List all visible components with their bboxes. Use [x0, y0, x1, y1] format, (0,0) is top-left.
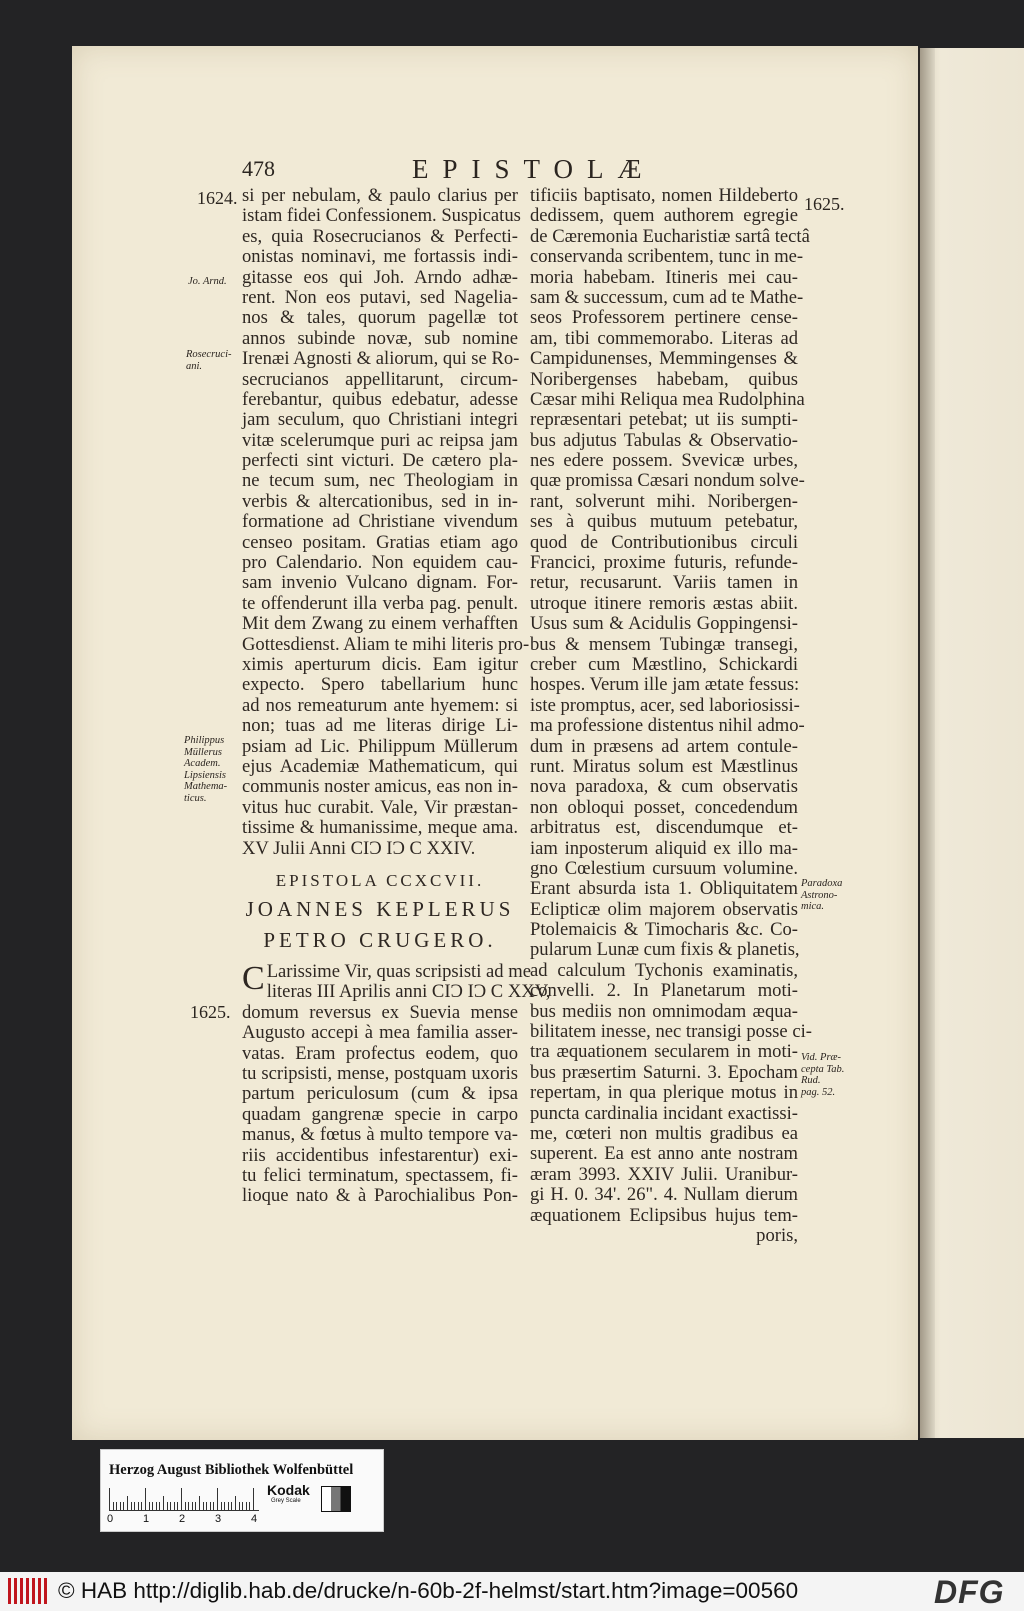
text-line: expecto. Spero tabellarium hunc: [242, 674, 518, 696]
text-line: gno Cœlestium cursuum volumine.: [530, 857, 798, 879]
card-label: Herzog August Bibliothek Wolfenbüttel: [109, 1462, 354, 1478]
card-brand: Kodak: [267, 1482, 310, 1498]
text-line: ejus Academiæ Mathematicum, qui: [242, 755, 518, 777]
text-line: puncta cardinalia incidant exactissi-: [530, 1102, 798, 1124]
ruler-tick: [221, 1502, 222, 1510]
ruler-tick: [192, 1502, 193, 1510]
text-line: ximis aperturum dicis. Eam igitur: [242, 653, 518, 675]
text-line: formatione ad Christiane vivendum: [242, 511, 518, 533]
text-line: utroque itinere remoris æstas abiit.: [530, 592, 798, 614]
text-line: ad nos remeaturum ante hyemem: si: [242, 694, 518, 716]
text-line: gitasse eos qui Joh. Arndo adhæ-: [242, 266, 518, 288]
text-line: gi H. 0. 34'. 26". 4. Nullam dierum: [530, 1184, 798, 1206]
right-column: [530, 185, 812, 1246]
left-column: [242, 185, 551, 1207]
letter-heading: [242, 871, 518, 950]
text-line: verbis & altercationibus, sed in in-: [242, 490, 518, 512]
text-line: Irenæi Agnosti & aliorum, qui se Ro-: [242, 348, 520, 370]
right-column-text: [530, 185, 812, 1226]
left-column-text-a: [242, 185, 530, 859]
text-line: te offenderunt illa verba pag. penult.: [242, 592, 518, 614]
ruler-tick: [156, 1502, 157, 1510]
recipient-name: PETRO CRUGERO.: [263, 927, 497, 952]
text-line: jam seculum, quo Christiani integri: [242, 409, 518, 431]
ruler-tick: [199, 1496, 200, 1510]
text-line: XV Julii Anni CIƆ IƆ C XXIV.: [242, 837, 476, 859]
barcode-icon: [8, 1578, 48, 1604]
text-line: Campidunenses, Memmingenses &: [530, 348, 798, 370]
text-line: nes edere possem. Svevicæ urbes,: [530, 450, 798, 472]
text-line: tu felici terminatum, spectassem, fi-: [242, 1164, 518, 1186]
ruler-number: 3: [215, 1513, 222, 1525]
text-line: non; tuas ad me literas dirige Li-: [242, 715, 518, 737]
text-line: pularum Lunæ cum fixis & planetis,: [530, 939, 800, 961]
text-line: annos subinde novæ, sub nomine: [242, 327, 518, 349]
letter-opening: [242, 960, 551, 1207]
running-head: [72, 154, 918, 186]
text-line: vitæ scelerumque puri ac reipsa jam: [242, 429, 518, 451]
ruler-tick: [210, 1502, 211, 1510]
text-line: si per nebulam, & paulo clarius per: [242, 185, 518, 206]
ruler-number: 1: [143, 1513, 150, 1525]
text-line: æram 3993. XXIV Julii. Uranibur-: [530, 1163, 798, 1185]
text-line: Erant absurda ista 1. Obliquitatem: [530, 878, 798, 900]
text-line: domum reversus ex Suevia mense: [242, 1001, 518, 1023]
text-line: Mit dem Zwang zu einem verhafften: [242, 613, 518, 635]
text-line: Francici, proxime futuris, refunde-: [530, 552, 798, 574]
next-page-edge: [920, 48, 1024, 1438]
text-line: iam inposterum aliquid ex illo ma-: [530, 837, 798, 859]
footer-bar: [0, 1572, 1024, 1611]
text-line: rant, solverunt mihi. Noribergen-: [530, 490, 798, 512]
text-line: manus, & fœtus à multo tempore va-: [242, 1124, 518, 1146]
text-line: de Cæremonia Eucharistiæ sartâ tectâ: [530, 225, 810, 247]
text-line: perfecti sint victuri. De cætero pla-: [242, 450, 518, 472]
text-line: quadam gangrenæ specie in carpo: [242, 1103, 518, 1125]
text-line: Gottesdienst. Aliam te mihi literis pro-: [242, 633, 530, 655]
text-line: secrucianos appellitarunt, circum-: [242, 368, 518, 390]
text-line: tissime & humanissime, meque ama.: [242, 817, 518, 839]
ruler-tick: [203, 1502, 204, 1510]
text-line: Ptolemaicis & Timocharis &c. Co-: [530, 919, 798, 941]
left-column-text-b: [242, 981, 551, 1207]
ruler-tick: [141, 1502, 142, 1510]
ruler-tick: [109, 1488, 110, 1510]
ruler-tick: [242, 1502, 243, 1510]
text-line: bilitatem inesse, nec transigi posse ci-: [530, 1021, 812, 1043]
text-line: riis accidentibus infestarentur) exi-: [242, 1144, 518, 1166]
text-line: convelli. 2. In Planetarum moti-: [530, 980, 798, 1002]
text-line: nova paradoxa, & cum observatis: [530, 776, 798, 798]
text-line: bus mediis non omnimodam æqua-: [530, 1000, 798, 1022]
catchword: poris,: [756, 1224, 798, 1246]
ruler-tick: [163, 1496, 164, 1510]
text-line: censeo positam. Gratias etiam ago: [242, 531, 518, 553]
ruler-tick: [134, 1502, 135, 1510]
text-line: onistas nominavi, me fortassis indi-: [242, 246, 518, 268]
text-line: superent. Ea est anno ante nostram: [530, 1143, 798, 1165]
grey-scale-patch: [321, 1486, 351, 1512]
ruler-tick: [188, 1502, 189, 1510]
text-line: vitus huc curabit. Vale, Vir præstan-: [242, 796, 518, 818]
text-line: am, tibi commemorabo. Literas ad: [530, 327, 798, 349]
ruler-tick: [231, 1502, 232, 1510]
text-line: ne tecum sum, nec Theologiam in: [242, 470, 518, 492]
text-line: arbitratus est, discendumque et-: [530, 817, 798, 839]
text-line: runt. Miratus solum est Mæstlinus: [530, 755, 798, 777]
text-line: iste promptus, acer, sed laboriosissi-: [530, 694, 800, 716]
text-line: es, quia Rosecrucianos & Perfecti-: [242, 225, 518, 247]
text-line: ferebantur, quibus edebatur, adesse: [242, 388, 518, 410]
ruler-tick: [174, 1502, 175, 1510]
text-line: partum periculosum (cum & ipsa: [242, 1083, 518, 1105]
text-line: sam invenio Vulcano dignam. For-: [242, 572, 518, 594]
footer-url[interactable]: © HAB http://diglib.hab.de/drucke/n-60b-2f-helmst/start.htm?image=00560: [58, 1578, 799, 1603]
ruler-tick: [253, 1488, 254, 1510]
ruler-tick: [152, 1502, 153, 1510]
text-line: quod de Contributionibus circuli: [530, 531, 798, 553]
ruler-tick: [159, 1502, 160, 1510]
text-line: tu scripsisti, mense, postquam uxoris: [242, 1063, 518, 1085]
ruler-tick: [181, 1488, 182, 1510]
text-line: lioque nato & à Parochialibus Pon-: [242, 1185, 518, 1207]
text-line: Cæsar mihi Reliqua mea Rudolphina: [530, 388, 805, 410]
text-line: Eclipticæ olim majorem observatis: [530, 898, 798, 920]
text-line: vatas. Eram profectus eodem, quo: [242, 1042, 518, 1064]
opening-line: Larissime Vir, quas scripsisti ad me: [266, 961, 531, 983]
text-line: ma professione distentus nihil admo-: [530, 715, 805, 737]
ruler-number: 4: [251, 1513, 258, 1525]
ruler-tick: [239, 1502, 240, 1510]
text-line: psiam ad Lic. Philippum Müllerum: [242, 735, 518, 757]
text-line: pro Calendario. Non equidem cau-: [242, 552, 518, 574]
ruler-tick: [113, 1502, 114, 1510]
text-line: quæ promissa Cæsari nondum solve-: [530, 470, 805, 492]
text-line: istam fidei Confessionem. Suspicatus: [242, 205, 521, 227]
text-line: literas III Aprilis anni CIƆ IƆ C XXV,: [266, 981, 551, 1003]
text-line: nos & tales, quorum pagellæ tot: [242, 307, 518, 329]
year-margin-left-mid: 1625.: [190, 1002, 231, 1022]
text-line: bus & mensem Tubingæ transegi,: [530, 633, 798, 655]
ruler-tick: [149, 1502, 150, 1510]
text-line: tra æquationem secularem in moti-: [530, 1041, 798, 1063]
ruler-tick: [120, 1502, 121, 1510]
ruler-tick: [217, 1488, 218, 1510]
ruler-tick: [246, 1502, 247, 1510]
text-line: ad calculum Tychonis examinatis,: [530, 959, 798, 981]
margin-note-philippus: Philippus Müllerus Academ. Lipsiensis Mathema- ticus.: [184, 735, 228, 804]
ruler-tick: [249, 1502, 250, 1510]
ruler-number: 0: [107, 1513, 114, 1525]
ruler-tick: [123, 1502, 124, 1510]
ruler-tick: [145, 1488, 146, 1510]
text-line: communis noster amicus, eas non in-: [242, 776, 518, 798]
text-line: tificiis baptisato, nomen Hildeberto: [530, 185, 798, 206]
ruler-tick: [235, 1496, 236, 1510]
text-line: seos Professorem pertinere cense-: [530, 307, 798, 329]
text-line: rent. Non eos putavi, sed Nageliа-: [242, 286, 518, 308]
text-line: creber cum Mæstlino, Schickardi: [530, 653, 798, 675]
text-line: Noribergenses habebam, quibus: [530, 368, 798, 390]
drop-cap: C: [242, 960, 265, 998]
text-line: bus præsertim Saturni. 3. Epocham: [530, 1061, 798, 1083]
author-name: JOANNES KEPLERUS: [245, 897, 515, 922]
ruler-tick: [195, 1502, 196, 1510]
text-line: repertam, in qua plerique motus in: [530, 1082, 798, 1104]
margin-note-jo-arnd: Jo. Arnd.: [188, 276, 227, 287]
color-calibration-card: [100, 1449, 384, 1532]
text-line: æquationem Eclipsibus hujus tem-: [530, 1204, 798, 1226]
ruler-tick: [228, 1502, 229, 1510]
book-page: [72, 46, 918, 1440]
ruler-tick: [116, 1502, 117, 1510]
ruler-tick: [127, 1496, 128, 1510]
ruler-tick: [131, 1502, 132, 1510]
year-margin-left-top: 1624.: [197, 188, 238, 208]
ruler-tick: [170, 1502, 171, 1510]
text-line: dum in præsens ad artem contule-: [530, 735, 798, 757]
page-number: 478: [242, 156, 275, 181]
dfg-logo: DFG: [934, 1574, 1005, 1610]
text-line: ses à quibus mutuum petebatur,: [530, 511, 798, 533]
year-margin-right-top: 1625.: [804, 194, 845, 214]
text-line: hospes. Verum ille jam ætate fessus:: [530, 674, 800, 696]
text-line: conservanda scribentem, tunc in me-: [530, 246, 804, 268]
ruler-tick: [224, 1502, 225, 1510]
ruler-tick: [138, 1502, 139, 1510]
ruler-tick: [167, 1502, 168, 1510]
text-line: moria habebam. Itineris mei cau-: [530, 266, 798, 288]
ruler-number: 2: [179, 1513, 186, 1525]
ruler-tick: [185, 1502, 186, 1510]
text-line: non obloqui posset, concedendum: [530, 796, 798, 818]
epistola-number: EPISTOLA CCXCVII.: [275, 870, 485, 890]
ruler-tick: [206, 1502, 207, 1510]
text-line: bus adjutus Tabulas & Observatio-: [530, 429, 798, 451]
text-line: repræsentari petebat; ut iis sumpti-: [530, 409, 798, 431]
margin-note-paradoxa: Paradoxa Astrono- mica.: [801, 878, 843, 912]
text-line: Augusto accepi à mea familia asser-: [242, 1022, 518, 1044]
text-line: Usus sum & Acidulis Goppingensi-: [530, 613, 798, 635]
margin-note-rosecruciani: Rosecruci- ani.: [186, 349, 232, 372]
text-line: dedissem, quem authorem egregie: [530, 205, 798, 227]
text-line: sam & successum, cum ad te Mathe-: [530, 286, 804, 308]
running-title: EPISTOLÆ: [412, 154, 656, 184]
card-scale-label: Grey Scale: [271, 1498, 301, 1504]
ruler-tick: [213, 1502, 214, 1510]
text-line: me, cœteri non multis gradibus ea: [530, 1122, 798, 1144]
text-line: retur, recusarunt. Variis tamen in: [530, 572, 798, 594]
card-ruler: [109, 1484, 259, 1511]
ruler-tick: [177, 1502, 178, 1510]
margin-note-vid-praecepta: Vid. Præ- cepta Tab. Rud. pag. 52.: [801, 1052, 845, 1098]
